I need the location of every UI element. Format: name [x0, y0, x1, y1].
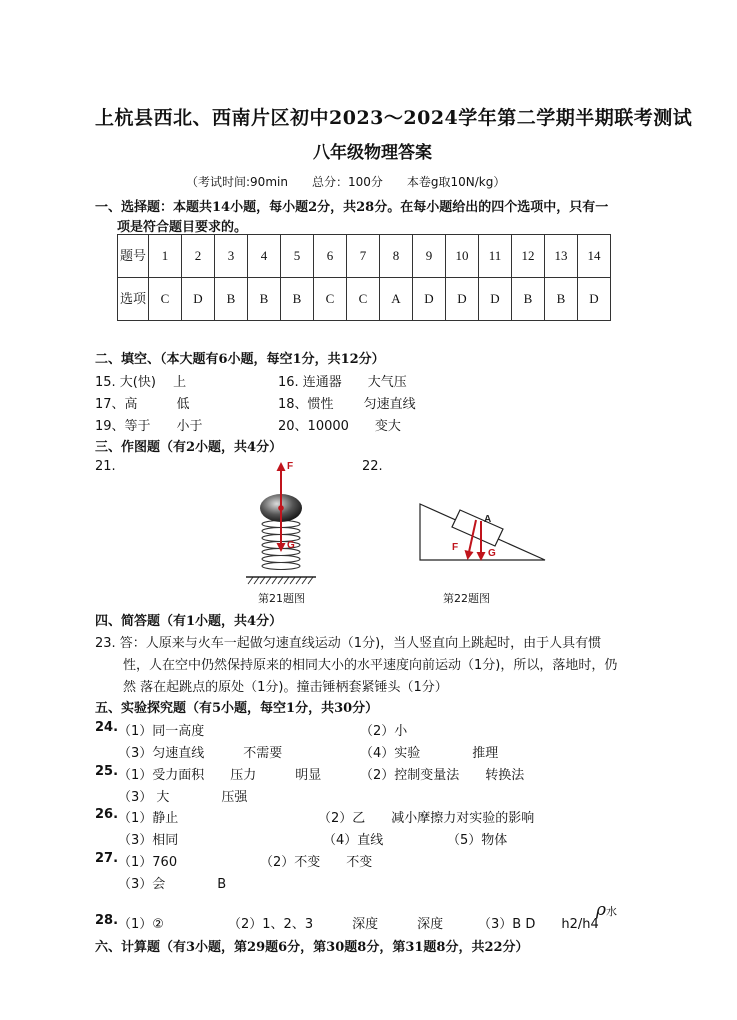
q26-number: 26. [95, 807, 119, 822]
section3-heading: 三、作图题（有2小题，共4分） [95, 440, 283, 455]
answer-table-answer: C [149, 278, 182, 321]
answer-q16: 16. 连通器 大气压 [278, 375, 407, 390]
answer-table-answer: D [578, 278, 611, 321]
section1-heading-line1: 一、选择题：本题共14小题，每小题2分，共28分。在每小题给出的四个选项中，只有一 [95, 200, 609, 215]
fig22-caption: 第22题图 [443, 592, 490, 605]
q23-answer-line3: 然 落在起跳点的原处（1分)。撞击锤柄套紧锤头（1分） [123, 680, 448, 695]
q23-answer-line1: 23. 答：人原来与火车一起做匀速直线运动（1分)，当人竖直向上跳起时，由于人具有惯 [95, 636, 602, 651]
answer-table-number: 1 [149, 235, 182, 278]
answer-table-answer: A [380, 278, 413, 321]
answer-table-answer: B [281, 278, 314, 321]
answer-table-answer: B [215, 278, 248, 321]
answer-q20: 20、10000 变大 [278, 419, 401, 434]
answer-table-number-row [118, 235, 611, 278]
section1-heading-line2: 项是符合题目要求的。 [117, 220, 248, 235]
q24-part3: （3）匀速直线 不需要 [118, 746, 283, 761]
answer-table-answer: D [479, 278, 512, 321]
answer-table-row1-label: 题号 [118, 235, 149, 278]
rho-symbol: ρ [596, 900, 606, 920]
q24-part4: （4）实验 推理 [360, 746, 499, 761]
q26-part2: （2）乙 减小摩擦力对实验的影响 [318, 811, 535, 826]
fig22-label-A: A [484, 514, 492, 525]
answer-table-number: 4 [248, 235, 281, 278]
q26-part4: （4）直线 [323, 833, 384, 848]
q25-part2: （2）控制变量法 转换法 [360, 768, 525, 783]
answer-table-answer: C [314, 278, 347, 321]
figure-21-spring-ball [236, 458, 326, 588]
answer-q18: 18、惯性 匀速直线 [278, 397, 416, 412]
q24-part2: （2）小 [360, 724, 408, 739]
answer-table-number: 11 [479, 235, 512, 278]
q27-part3: （3）会 B [118, 877, 227, 892]
answer-table-number: 10 [446, 235, 479, 278]
answer-table-number: 12 [512, 235, 545, 278]
answer-q19: 19、等于 小于 [95, 419, 203, 434]
q27-number: 27. [95, 851, 119, 866]
section5-heading: 五、实验探究题（有5小题，每空1分，共30分） [95, 701, 379, 716]
q27-part2: （2）不变 不变 [260, 855, 373, 870]
answer-table [117, 234, 611, 321]
q26-part1: （1）静止 [118, 811, 179, 826]
answer-table-number: 13 [545, 235, 578, 278]
answer-table-answer: D [182, 278, 215, 321]
answer-table-answer: B [545, 278, 578, 321]
q28-part2: （2）1、2、3 深度 深度 [228, 917, 444, 932]
answer-table-number: 7 [347, 235, 380, 278]
answer-table-row2-label: 选项 [118, 278, 149, 321]
fig22-label-F: F [452, 542, 459, 553]
answer-table-answer: B [248, 278, 281, 321]
answer-table-number: 14 [578, 235, 611, 278]
q28-part3: （3）B D h2/h4 [478, 917, 599, 932]
answer-table-answer-row [118, 278, 611, 321]
q28-part1: （1）② [118, 917, 164, 932]
answer-table-number: 8 [380, 235, 413, 278]
document-subtitle: 八年级物理答案 [313, 143, 432, 163]
q25-number: 25. [95, 764, 119, 779]
section2-heading: 二、填空、（本大题有6小题，每空1分，共12分） [95, 352, 385, 367]
q24-part1: （1）同一高度 [118, 724, 205, 739]
q28-number: 28. [95, 913, 119, 928]
q27-part1: （1）760 [118, 855, 178, 870]
q25-part1: （1）受力面积 压力 明显 [118, 768, 322, 783]
section6-heading: 六、计算题（有3小题，第29题6分，第30题8分，第31题8分，共22分） [95, 940, 529, 955]
figure-22-incline-block [415, 490, 550, 565]
rho-water-symbol [596, 900, 617, 920]
fig21-label-F: F [287, 461, 294, 472]
fig21-label-G: G [287, 540, 295, 551]
rho-subscript-water: 水 [606, 905, 617, 918]
q26-part5: （5）物体 [447, 833, 508, 848]
answer-table-number: 3 [215, 235, 248, 278]
answer-table-answer: B [512, 278, 545, 321]
q25-part3: （3） 大 压强 [118, 790, 248, 805]
answer-table-number: 9 [413, 235, 446, 278]
fig22-label-G: G [488, 548, 496, 559]
q22-number: 22. [362, 459, 383, 474]
q23-answer-line2: 性，人在空中仍然保持原来的相同大小的水平速度向前运动（1分)，所以，落地时，仍 [123, 658, 618, 673]
q24-number: 24. [95, 720, 119, 735]
answer-table-number: 5 [281, 235, 314, 278]
answer-q17: 17、高 低 [95, 397, 190, 412]
answer-table-number: 6 [314, 235, 347, 278]
answer-table-answer: C [347, 278, 380, 321]
q21-number: 21. [95, 459, 116, 474]
answer-table-answer: D [446, 278, 479, 321]
fig21-caption: 第21题图 [258, 592, 305, 605]
answer-table-number: 2 [182, 235, 215, 278]
answer-table-answer: D [413, 278, 446, 321]
exam-info: （考试时间:90min 总分：100分 本卷g取10N/kg） [186, 175, 506, 189]
document-title: 上杭县西北、西南片区初中2023～2024学年第二学期半期联考测试 [95, 107, 693, 129]
answer-q15: 15. 大(快) 上 [95, 375, 187, 390]
section4-heading: 四、简答题（有1小题，共4分） [95, 614, 283, 629]
q26-part3: （3）相同 [118, 833, 179, 848]
